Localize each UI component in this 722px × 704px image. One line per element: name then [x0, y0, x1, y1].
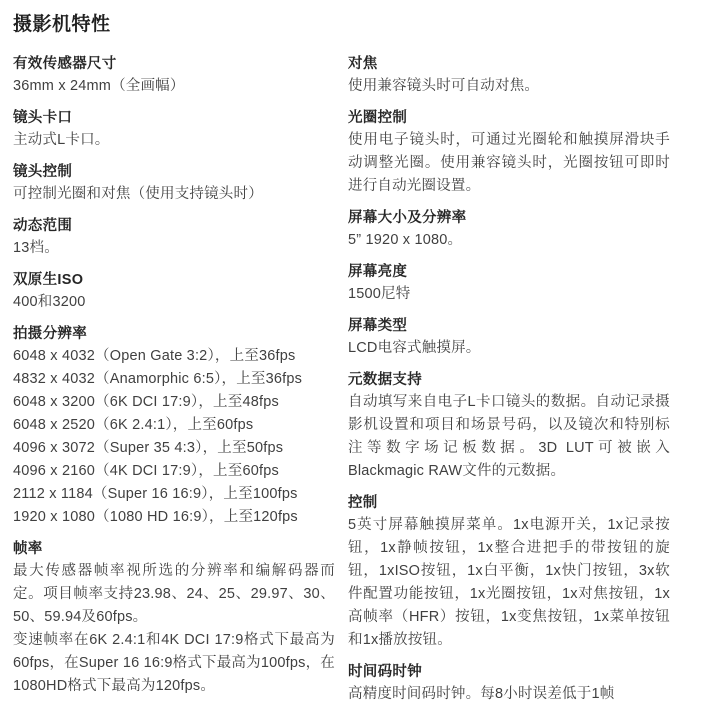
- section-heading: 有效传感器尺寸: [13, 56, 117, 72]
- section-text: 13档。: [13, 240, 59, 256]
- section-heading: 控制: [348, 495, 378, 511]
- section-text: 6048 x 4032（Open Gate 3:2），上至36fps: [13, 348, 296, 364]
- section-heading: 拍摄分辨率: [13, 326, 87, 342]
- section-text: 6048 x 2520（6K 2.4:1），上至60fps: [13, 417, 254, 433]
- section-heading: 屏幕类型: [348, 318, 408, 334]
- spec-section: [348, 662, 670, 704]
- section-text: 5” 1920 x 1080。: [348, 232, 463, 248]
- right-column: [348, 54, 670, 704]
- spec-section: [13, 324, 335, 529]
- section-text: 1920 x 1080（1080 HD 16:9），上至120fps: [13, 509, 298, 525]
- section-text: 6048 x 3200（6K DCI 17:9），上至48fps: [13, 394, 279, 410]
- section-text: 4096 x 3072（Super 35 4:3），上至50fps: [13, 440, 284, 456]
- section-text: 主动式L卡口。: [13, 132, 110, 148]
- section-heading: 镜头卡口: [13, 110, 73, 126]
- section-text: 1500尼特: [348, 286, 411, 302]
- spec-section: [13, 162, 335, 206]
- section-text: 5英寸屏幕触摸屏菜单。1x电源开关，1x记录按钮，1x静帧按钮，1x整合进把手的带按钮的旋钮，1xISO按钮，1x白平衡，1x快门按钮，3x软件配置功能按钮，1x光圈按钮，1x对焦按钮，1x高帧率（HFR）按钮，1x变焦按钮，1x菜单按钮和1x播放按钮。: [348, 517, 670, 648]
- spec-section: [348, 316, 670, 360]
- section-heading: 时间码时钟: [348, 664, 422, 680]
- section-heading: 帧率: [13, 541, 43, 557]
- section-heading: 对焦: [348, 56, 378, 72]
- spec-section: [348, 54, 670, 98]
- section-text: 4096 x 2160（4K DCI 17:9），上至60fps: [13, 463, 279, 479]
- spec-section: [13, 108, 335, 152]
- section-text: 2112 x 1184（Super 16 16:9），上至100fps: [13, 486, 298, 502]
- spec-section: [348, 262, 670, 306]
- section-text: 使用兼容镜头时可自动对焦。: [348, 78, 540, 94]
- section-heading: 屏幕亮度: [348, 264, 408, 280]
- section-text: 使用电子镜头时，可通过光圈轮和触摸屏滑块手动调整光圈。使用兼容镜头时，光圈按钮可即时进行自动光圈设置。: [348, 132, 670, 194]
- spec-section: [13, 54, 335, 98]
- left-column: [13, 54, 335, 704]
- section-text: 自动填写来自电子L卡口镜头的数据。自动记录摄影机设置和项目和场景号码，以及镜次和特别标注等数字场记板数据。3D LUT可被嵌入Blackmagic RAW文件的元数据。: [348, 394, 670, 479]
- section-text: 400和3200: [13, 294, 86, 310]
- section-text: 最大传感器帧率视所选的分辨率和编解码器而定。项目帧率支持23.98、24、25、29.97、30、50、59.94及60fps。: [13, 563, 335, 625]
- section-text: 4832 x 4032（Anamorphic 6:5），上至36fps: [13, 371, 303, 387]
- section-heading: 光圈控制: [348, 110, 408, 126]
- spec-section: [13, 216, 335, 260]
- spec-section: [348, 208, 670, 252]
- spec-columns: [13, 54, 722, 704]
- section-text: 高精度时间码时钟。每8小时误差低于1帧: [348, 686, 615, 702]
- section-text: LCD电容式触摸屏。: [348, 340, 481, 356]
- section-text: 变速帧率在6K 2.4:1和4K DCI 17:9格式下最高为60fps，在Super 16 16:9格式下最高为100fps，在1080HD格式下最高为120fps。: [13, 632, 335, 694]
- page-title: 摄影机特性: [13, 14, 111, 35]
- spec-section: [348, 493, 670, 652]
- spec-section: [13, 270, 335, 314]
- spec-section: [348, 108, 670, 198]
- spec-section: [348, 370, 670, 483]
- section-heading: 镜头控制: [13, 164, 73, 180]
- section-heading: 双原生ISO: [13, 272, 84, 288]
- section-text: 36mm x 24mm（全画幅）: [13, 78, 185, 94]
- section-heading: 元数据支持: [348, 372, 422, 388]
- section-heading: 屏幕大小及分辨率: [348, 210, 467, 226]
- section-text: 可控制光圈和对焦（使用支持镜头时）: [13, 186, 263, 202]
- spec-section: [13, 539, 335, 698]
- section-heading: 动态范围: [13, 218, 73, 234]
